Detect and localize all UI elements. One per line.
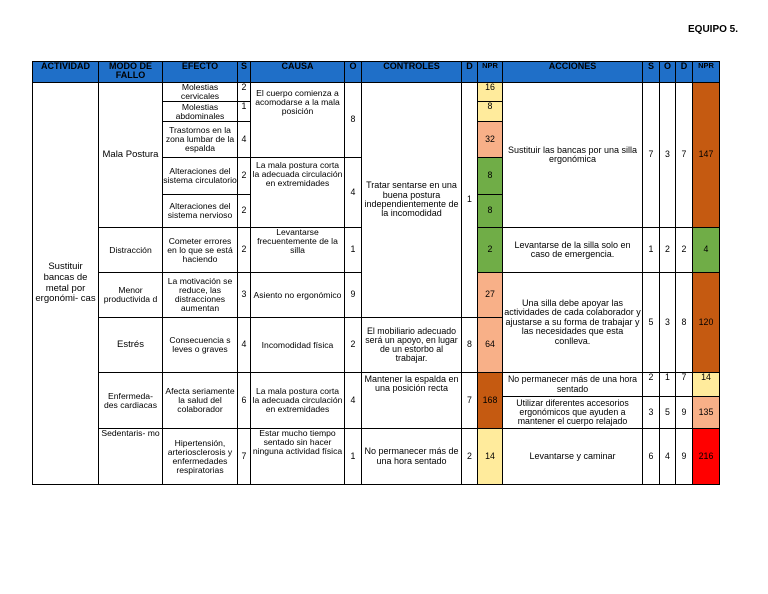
- npr-cell: 32: [478, 122, 503, 158]
- control-cell: El mobiliario adecuado será un apoyo, en lugar de un estorbo al trabajar.: [362, 318, 462, 373]
- occurrence-cell: 1: [345, 429, 362, 485]
- effect-cell: Afecta seriamente la salud del colaborador: [163, 373, 238, 429]
- severity-cell: 2: [238, 228, 251, 273]
- cause-cell: Asiento no ergonómico: [251, 273, 345, 318]
- npr-cell: 8: [478, 158, 503, 195]
- severity-cell: 3: [238, 273, 251, 318]
- detection-after-cell: 9: [676, 397, 693, 429]
- occurrence-after-cell: 5: [660, 397, 676, 429]
- detection-cell: 8: [462, 318, 478, 373]
- npr-cell: 168: [478, 373, 503, 429]
- severity-after-cell: 6: [643, 429, 660, 485]
- npr-cell: 27: [478, 273, 503, 318]
- mode-sedentarismo: Sedentaris- mo: [99, 429, 163, 485]
- mode-enfermedades-cardiacas: Enfermeda- des cardiacas: [99, 373, 163, 429]
- effect-cell: Consecuencia s leves o graves: [163, 318, 238, 373]
- severity-after-cell: 5: [643, 273, 660, 373]
- occurrence-after-cell: 3: [660, 273, 676, 373]
- mode-distraccion: Distracción: [99, 228, 163, 273]
- effect-cell: Molestias cervicales: [163, 83, 238, 102]
- npr-cell: 2: [478, 228, 503, 273]
- detection-cell: 7: [462, 373, 478, 429]
- npr-after-cell: 4: [693, 228, 720, 273]
- npr-cell: 14: [478, 429, 503, 485]
- action-cell: Una silla debe apoyar las actividades de cada colaborador y ajustarse a su forma de trabajar y las necesidades que esta conlleva.: [503, 273, 643, 373]
- cause-cell: La mala postura corta la adecuada circulación en extremidades: [251, 158, 345, 228]
- table-row: [33, 373, 720, 397]
- occurrence-cell: 1: [345, 228, 362, 273]
- detection-after-cell: 7: [676, 83, 693, 228]
- detection-after-cell: 7: [676, 373, 693, 397]
- header-modo-de-fallo: MODO DE FALLO: [99, 62, 163, 83]
- npr-cell: 16: [478, 83, 503, 102]
- npr-after-cell: 120: [693, 273, 720, 373]
- effect-cell: Trastornos en la zona lumbar de la espalda: [163, 122, 238, 158]
- header-npr: NPR: [478, 62, 503, 83]
- npr-cell: 8: [478, 195, 503, 228]
- severity-cell: 4: [238, 122, 251, 158]
- effect-cell: Hipertensión, arteriosclerosis y enfermedades respiratorias: [163, 429, 238, 485]
- header-d-after: D: [676, 62, 693, 83]
- severity-after-cell: 1: [643, 228, 660, 273]
- occurrence-cell: 4: [345, 373, 362, 429]
- detection-cell: 2: [462, 429, 478, 485]
- header-npr-after: NPR: [693, 62, 720, 83]
- header-controles: CONTROLES: [362, 62, 462, 83]
- table-row: [33, 83, 720, 102]
- occurrence-cell: 4: [345, 158, 362, 228]
- effect-cell: Cometer errores en lo que se está haciendo: [163, 228, 238, 273]
- severity-cell: 4: [238, 318, 251, 373]
- occurrence-cell: 2: [345, 318, 362, 373]
- control-cell: Mantener la espalda en una posición recta: [362, 373, 462, 429]
- header-actividad: ACTIVIDAD: [33, 62, 99, 83]
- fmea-table: [32, 61, 720, 485]
- header-o: O: [345, 62, 362, 83]
- npr-cell: 8: [478, 102, 503, 122]
- severity-cell: 2: [238, 195, 251, 228]
- occurrence-after-cell: 4: [660, 429, 676, 485]
- severity-cell: 2: [238, 158, 251, 195]
- detection-after-cell: 2: [676, 228, 693, 273]
- severity-cell: 6: [238, 373, 251, 429]
- npr-after-cell: 135: [693, 397, 720, 429]
- header-row: [33, 62, 720, 83]
- header-o-after: O: [660, 62, 676, 83]
- mode-mala-postura: Mala Postura: [99, 83, 163, 228]
- effect-cell: Molestias abdominales: [163, 102, 238, 122]
- cause-cell: Levantarse frecuentemente de la silla: [251, 228, 345, 273]
- severity-cell: 2: [238, 83, 251, 102]
- effect-cell: La motivación se reduce, las distracciones aumentan: [163, 273, 238, 318]
- cause-cell: El cuerpo comienza a acomodarse a la mala posición: [251, 83, 345, 158]
- detection-cell: 1: [462, 83, 478, 318]
- npr-after-cell: 216: [693, 429, 720, 485]
- action-cell: No permanecer más de una hora sentado: [503, 373, 643, 397]
- header-acciones: ACCIONES: [503, 62, 643, 83]
- header-causa: CAUSA: [251, 62, 345, 83]
- occurrence-cell: 8: [345, 83, 362, 158]
- occurrence-after-cell: 2: [660, 228, 676, 273]
- severity-cell: 7: [238, 429, 251, 485]
- action-cell: Sustituir las bancas por una silla ergonómica: [503, 83, 643, 228]
- team-label: EQUIPO 5.: [688, 24, 739, 35]
- cause-cell: La mala postura corta la adecuada circulación en extremidades: [251, 373, 345, 429]
- severity-cell: 1: [238, 102, 251, 122]
- action-cell: Levantarse y caminar: [503, 429, 643, 485]
- effect-cell: Alteraciones del sistema nervioso: [163, 195, 238, 228]
- action-cell: Utilizar diferentes accesorios ergonómicos que ayuden a mantener el cuerpo relajado: [503, 397, 643, 429]
- effect-cell: Alteraciones del sistema circulatorio: [163, 158, 238, 195]
- severity-after-cell: 7: [643, 83, 660, 228]
- header-s: S: [238, 62, 251, 83]
- control-cell: Tratar sentarse en una buena postura independientemente de la incomodidad: [362, 83, 462, 318]
- cause-cell: Estar mucho tiempo sentado sin hacer ninguna actividad física: [251, 429, 345, 485]
- mode-estres: Estrés: [99, 318, 163, 373]
- detection-after-cell: 9: [676, 429, 693, 485]
- cause-cell: Incomodidad física: [251, 318, 345, 373]
- header-d: D: [462, 62, 478, 83]
- occurrence-cell: 9: [345, 273, 362, 318]
- header-efecto: EFECTO: [163, 62, 238, 83]
- npr-after-cell: 14: [693, 373, 720, 397]
- action-cell: Levantarse de la silla solo en caso de emergencia.: [503, 228, 643, 273]
- detection-after-cell: 8: [676, 273, 693, 373]
- npr-after-cell: 147: [693, 83, 720, 228]
- table-row: [33, 429, 720, 485]
- mode-menor-productividad: Menor productivida d: [99, 273, 163, 318]
- npr-cell: 64: [478, 318, 503, 373]
- activity-cell: Sustituir bancas de metal por ergonómi- cas: [33, 83, 99, 485]
- severity-after-cell: 2: [643, 373, 660, 397]
- header-s-after: S: [643, 62, 660, 83]
- control-cell: No permanecer más de una hora sentado: [362, 429, 462, 485]
- severity-after-cell: 3: [643, 397, 660, 429]
- occurrence-after-cell: 1: [660, 373, 676, 397]
- occurrence-after-cell: 3: [660, 83, 676, 228]
